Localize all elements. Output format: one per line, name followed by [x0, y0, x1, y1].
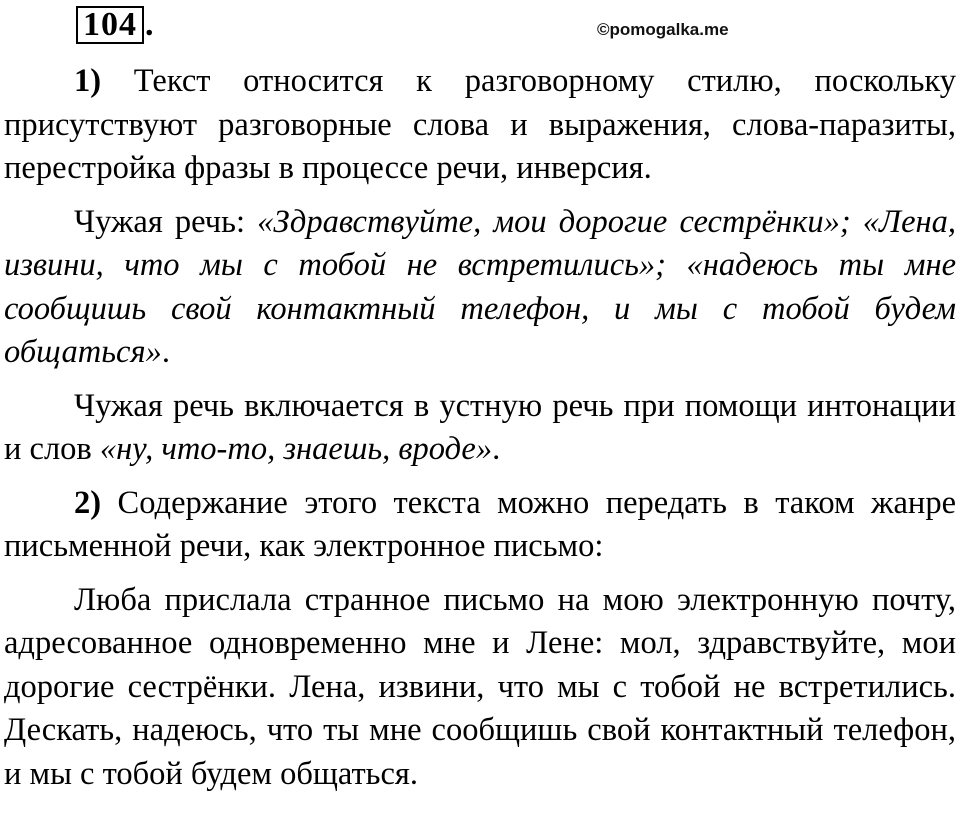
paragraph-4 [4, 482, 956, 569]
answer-text [4, 60, 956, 796]
paragraph-3-quote: «ну, что-то, знаешь, вроде» [99, 431, 493, 467]
paragraph-3-lead: Чужая речь включается в устную речь при помощи интонации и слов [4, 387, 956, 467]
paragraph-2-quote: «Здравствуйте, мои дорогие сестрёнки»; «Лена, извини, что мы с тобой не встретились»; «надеюсь ты мне сообщишь свой контактный телефон, и мы с тобой будем общаться» [4, 203, 956, 370]
paragraph-3-tail: . [492, 431, 501, 467]
task-number-box: 104 [76, 6, 144, 44]
paragraph-3 [4, 385, 956, 472]
paragraph-2-lead: Чужая речь: [74, 203, 258, 240]
item-number-2: 2) [74, 484, 102, 521]
item-number-1: 1) [74, 63, 102, 99]
paragraph-5 [4, 579, 956, 797]
paragraph-2 [4, 201, 956, 375]
paragraph-1 [4, 60, 956, 191]
task-number [76, 6, 154, 42]
paragraph-2-tail: . [161, 334, 170, 370]
paragraph-5-text: Люба прислала странное письмо на мою электронную почту, адресованное одновременно мне и Лене: мол, здравствуйте, мои дорогие сестрёнки. Лена, извини, что мы с тобой не встретились. Дескать, надеюсь, что ты мне сообщишь свой контактный телефон, и мы с тобой будем общаться. [4, 581, 956, 792]
watermark: ©pomogalka.me [597, 20, 729, 39]
paragraph-4-text: Содержание этого текста можно передать в таком жанре письменной речи, как электронное письмо: [4, 484, 956, 564]
task-number-dot: . [145, 6, 154, 43]
paragraph-1-text: Текст относится к разговорному стилю, поскольку присутствуют разговорные слова и выражения, слова-паразиты, перестройка фразы в процессе речи, инверсия. [4, 63, 956, 186]
